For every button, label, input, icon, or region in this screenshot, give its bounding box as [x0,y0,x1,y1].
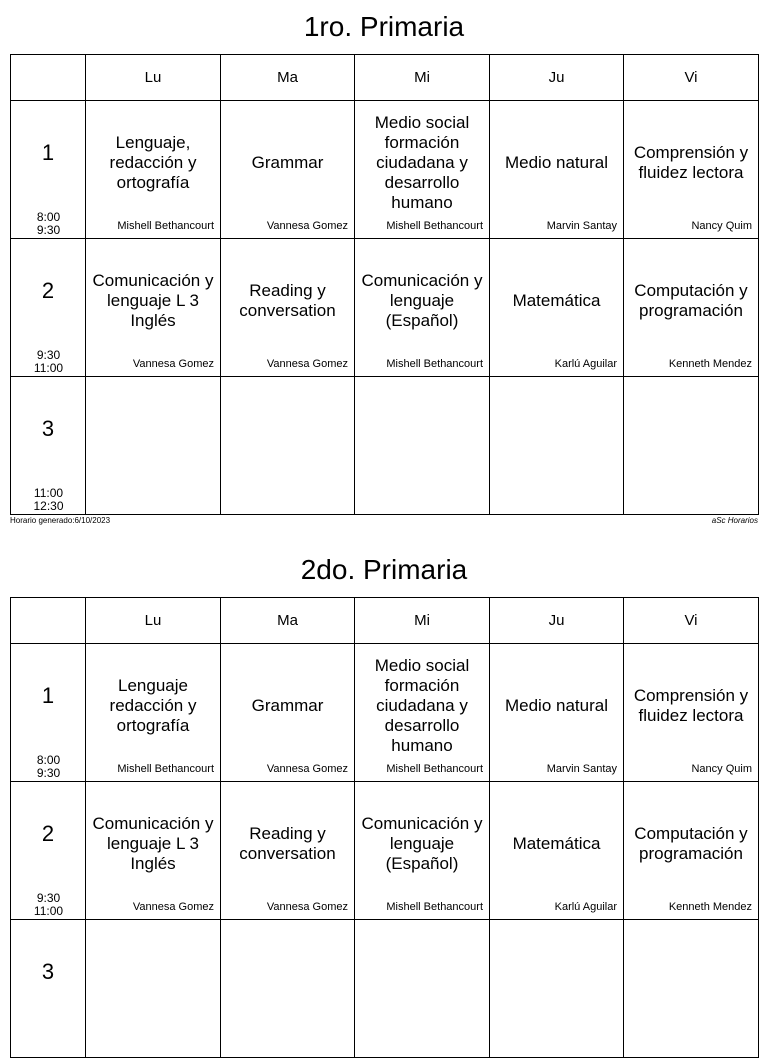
subject-name [86,782,220,905]
teacher-name: Nancy Quim [691,763,752,775]
subject-name [490,644,623,767]
subject-name [624,101,758,224]
subject-name [221,377,354,500]
day-header: Ju [490,55,624,101]
header-row [11,598,759,644]
lesson-cell [624,101,759,239]
day-header: Ju [490,598,624,644]
subject-name [624,644,758,767]
subject-name [624,920,758,1043]
lesson-cell [624,377,759,515]
period-end-time: 11:00 [33,361,64,375]
subject-name [355,920,489,1043]
subject-label: Medio social formación ciudadana y desarrollo humano [374,112,470,212]
page-title: 2do. Primaria [300,554,468,585]
period-start-time: 11:00 [33,486,64,500]
subject-label: Grammar [251,152,324,172]
lesson-cell [490,239,624,377]
teacher-name: Marvin Santay [546,220,617,232]
teacher-name: Karlú Aguilar [554,901,617,913]
timetable-2do [10,597,759,1058]
subject-name [221,644,354,767]
period-row [11,101,759,239]
teacher-name: Vannesa Gomez [132,901,214,913]
period-start-time: 8:00 [36,210,61,224]
lesson-cell [490,782,624,920]
period-cell [11,644,86,782]
day-header: Ma [221,55,355,101]
timetable-section-2do [0,543,768,1024]
subject-label: Comunicación y lenguaje (Español) [361,813,483,873]
lesson-cell [86,239,221,377]
lesson-cell [355,920,490,1058]
lesson-cell [221,920,355,1058]
teacher-name: Mishell Bethancourt [386,220,483,232]
lesson-cell [490,101,624,239]
period-time [11,211,86,237]
period-end-time: 11:00 [33,904,64,918]
subject-name [355,239,489,362]
lesson-cell [355,101,490,239]
subject-name [355,782,489,905]
corner-cell [11,598,86,644]
subject-name [221,239,354,362]
day-header: Lu [86,598,221,644]
period-start-time: 9:30 [36,891,61,905]
day-header: Mi [355,55,490,101]
period-row [11,782,759,920]
day-header: Mi [355,598,490,644]
lesson-cell [355,239,490,377]
teacher-name: Mishell Bethancourt [117,220,214,232]
lesson-cell [355,782,490,920]
lesson-cell [221,377,355,515]
subject-name [624,377,758,500]
lesson-cell [624,239,759,377]
period-cell [11,101,86,239]
teacher-name: Mishell Bethancourt [386,901,483,913]
lesson-cell [490,920,624,1058]
teacher-name: Kenneth Mendez [668,358,752,370]
subject-name [221,920,354,1043]
subject-label: Lenguaje, redacción y ortografía [109,132,197,192]
period-start-time: 8:00 [36,753,61,767]
corner-cell [11,55,86,101]
teacher-name: Nancy Quim [691,220,752,232]
lesson-cell [86,782,221,920]
teacher-name: Vannesa Gomez [266,220,348,232]
subject-name [86,644,220,767]
lesson-cell [490,377,624,515]
subject-label: Computación y programación [634,823,748,863]
lesson-cell [221,101,355,239]
timetable-1ro [10,54,759,515]
teacher-name: Vannesa Gomez [266,763,348,775]
period-number: 3 [41,415,55,441]
subject-label: Lenguaje redacción y ortografía [109,675,197,735]
subject-label: Comunicación y lenguaje L 3 Inglés [92,270,214,330]
period-time [11,754,86,780]
subject-name [490,239,623,362]
subject-name [490,920,623,1043]
subject-name [490,377,623,500]
subject-name [624,239,758,362]
subject-label: Matemática [512,290,601,310]
subject-label: Medio natural [504,152,608,172]
lesson-cell [355,377,490,515]
subject-label: Reading y conversation [239,823,336,863]
subject-name [86,920,220,1043]
period-row [11,920,759,1058]
day-header: Vi [624,598,759,644]
teacher-name: Mishell Bethancourt [117,763,214,775]
period-time [11,487,86,513]
day-header: Lu [86,55,221,101]
subject-name [86,377,220,500]
subject-name [490,101,623,224]
lesson-cell [86,101,221,239]
lesson-cell [624,920,759,1058]
subject-name [355,377,489,500]
subject-name [355,644,489,767]
teacher-name: Kenneth Mendez [668,901,752,913]
period-time [11,892,86,918]
subject-label: Comunicación y lenguaje (Español) [361,270,483,330]
lesson-cell [355,644,490,782]
page-title: 1ro. Primaria [303,11,465,42]
subject-name [355,101,489,224]
teacher-name: Mishell Bethancourt [386,763,483,775]
period-number: 2 [41,277,55,303]
software-credit: aSc Horarios [711,516,758,525]
period-row [11,644,759,782]
teacher-name: Vannesa Gomez [266,358,348,370]
subject-label: Comprensión y fluidez lectora [633,685,749,725]
period-end-time: 12:30 [33,499,64,513]
lesson-cell [624,782,759,920]
period-cell [11,920,86,1058]
period-number: 2 [41,820,55,846]
subject-label: Medio social formación ciudadana y desarrollo humano [374,655,470,755]
subject-name [624,782,758,905]
subject-label: Reading y conversation [239,280,336,320]
day-header: Ma [221,598,355,644]
subject-label: Comunicación y lenguaje L 3 Inglés [92,813,214,873]
subject-name [221,782,354,905]
subject-label: Matemática [512,833,601,853]
lesson-cell [490,644,624,782]
period-row [11,377,759,515]
lesson-cell [221,782,355,920]
lesson-cell [86,920,221,1058]
teacher-name: Karlú Aguilar [554,358,617,370]
lesson-cell [86,377,221,515]
period-cell [11,782,86,920]
subject-name [86,101,220,224]
generated-date: Horario generado:6/10/2023 [10,516,111,525]
teacher-name: Vannesa Gomez [132,358,214,370]
subject-label: Grammar [251,695,324,715]
period-number: 1 [41,682,55,708]
period-row [11,239,759,377]
period-end-time: 9:30 [36,766,61,780]
period-cell [11,239,86,377]
subject-name [86,239,220,362]
period-number: 3 [41,958,55,984]
period-end-time: 9:30 [36,223,61,237]
subject-label: Medio natural [504,695,608,715]
subject-name [490,782,623,905]
subject-label: Comprensión y fluidez lectora [633,142,749,182]
teacher-name: Vannesa Gomez [266,901,348,913]
subject-name [221,101,354,224]
teacher-name: Marvin Santay [546,763,617,775]
lesson-cell [86,644,221,782]
lesson-cell [221,239,355,377]
lesson-cell [624,644,759,782]
subject-label: Computación y programación [634,280,748,320]
period-number: 1 [41,139,55,165]
teacher-name: Mishell Bethancourt [386,358,483,370]
day-header: Vi [624,55,759,101]
period-cell [11,377,86,515]
period-start-time: 9:30 [36,348,61,362]
lesson-cell [221,644,355,782]
period-time [11,349,86,375]
header-row [11,55,759,101]
